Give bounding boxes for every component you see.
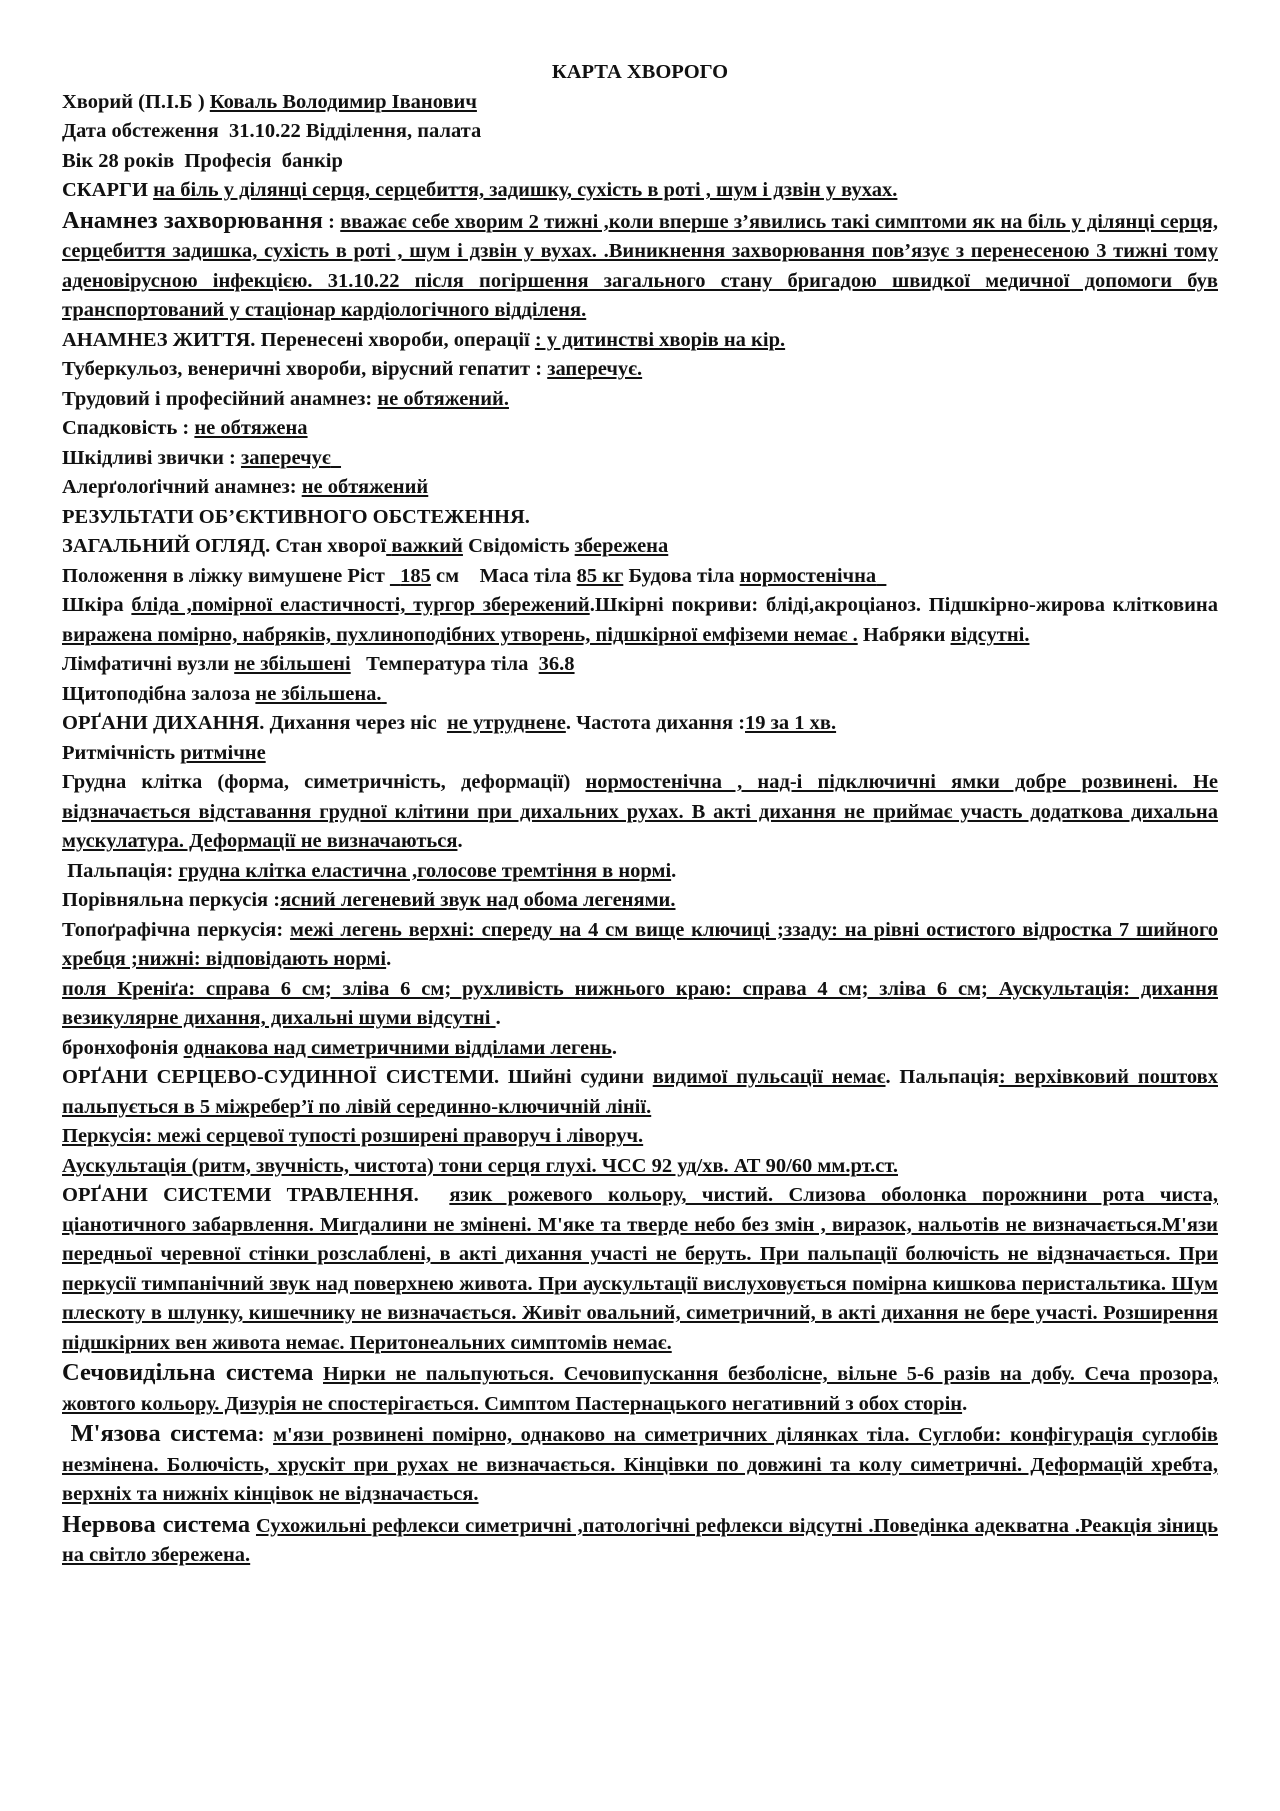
infections-line: [62, 355, 1218, 385]
weight-value: 85 кг: [576, 564, 624, 587]
patient-name-label: Хворий (П.І.Б ): [62, 90, 205, 113]
comparative-percussion-value: ясний легеневий звук над обома легенями.: [280, 889, 676, 911]
height-unit: см: [436, 564, 460, 587]
temperature-label: Температура тіла: [366, 653, 529, 675]
bronchophony-value: однакова над симетричними відділами легень: [183, 1036, 612, 1059]
topographic-percussion-label: Топоґрафічна перкусія:: [62, 918, 284, 941]
cardio-palpation-value: : верхівковий поштовх пальпується в 5 міжребер’ї по лівій серединно-ключичній лінії.: [62, 1066, 1218, 1118]
complaints-line: [62, 176, 1218, 206]
state-label: Стан хворої: [275, 535, 387, 557]
infections-label: Туберкульоз, венеричні хвороби, вірусний гепатит :: [62, 358, 543, 380]
height-value: 185: [400, 564, 431, 587]
nervous-header: Нервова система: [62, 1510, 251, 1538]
chest-label: Грудна клітка (форма, симетричність, деформації): [62, 771, 571, 793]
cardio-percussion: Перкусія: межі серцевої тупості розширені праворуч і ліворуч.: [62, 1125, 644, 1147]
respiratory-header: ОРҐАНИ ДИХАННЯ.: [62, 712, 265, 734]
skin-value: бліда ,помірної еластичності, тургор збережений: [131, 594, 590, 616]
urinary-text: Нирки не пальпуються. Сечовипускання безболісне, вільне 5-6 разів на добу. Сеча прозора, жовтого кольору. Дизурія не спостерігається. Симптом Пастернацького негативний з обох сторін: [62, 1363, 1219, 1415]
patient-name: Коваль Володимир Іванович: [209, 90, 477, 113]
complaints-text: на біль у ділянці серця, серцебиття, задишку, сухість в роті , шум і дзвін у вухах.: [153, 179, 898, 201]
respiratory-line: [62, 709, 1218, 739]
objective-header: РЕЗУЛЬТАТИ ОБ’ЄКТИВНОГО ОБСТЕЖЕННЯ.: [62, 505, 530, 528]
cardio-palpation-label: Пальпація: [899, 1066, 999, 1088]
nervous-text: Сухожильні рефлекси симетричні ,патологічні рефлекси відсутні .Поведінка адекватна .Реакція зіниць на світло збережена.: [62, 1514, 1218, 1566]
disease-history-label: Анамнез захворювання: [62, 206, 323, 234]
skin-label: Шкіра: [62, 594, 124, 616]
muscular-paragraph: М'язова система: м'язи розвинені помірно, однаково на симетричних ділянках тіла. Суглоби: конфігурація суглобів незмінена. Болючість, хрускіт при рухах не визначається. Кінцівки по довжині та колу симетричні. Деформацій хребта, верхніх та нижніх кінцівок не відзначається.: [62, 1420, 1219, 1505]
general-exam-line: [62, 532, 1218, 562]
allergy-value: не обтяжений: [301, 476, 429, 498]
cardio-auscultation-line: [62, 1152, 1218, 1182]
life-history-header: АНАМНЕЗ ЖИТТЯ.: [62, 328, 256, 351]
work-history-value: не обтяжений.: [377, 387, 509, 410]
complaints-label: СКАРГИ: [62, 179, 148, 201]
work-history-label: Трудовий і професійний анамнез:: [62, 387, 373, 410]
exam-date: 31.10.22: [228, 120, 301, 142]
cardio-percussion-line: [62, 1122, 1218, 1152]
profession-label: Професія: [184, 149, 272, 172]
subcutaneous-label: Підшкірно-жирова клітковина: [928, 594, 1218, 616]
chest-paragraph: Грудна клітка (форма, симетричність, деформації) нормостенічна , над-і підключичні ямки добре розвинені. Не відзначається відставання грудної клітини при дихальних рухах. В акті дихання не приймає участь додаткова дихальна мускулатура. Деформації не визначаються.: [62, 771, 1219, 852]
exam-date-line: [62, 117, 1218, 147]
build-label: Будова тіла: [628, 564, 735, 587]
nervous-paragraph: [62, 1510, 1218, 1571]
rate-label: . Частота дихання :: [565, 712, 746, 734]
temperature-value: 36.8: [538, 653, 575, 675]
lymph-line: [62, 650, 1218, 680]
position-label: Положення в ліжку вимушене: [62, 564, 343, 587]
weight-label: Маса тіла: [479, 564, 572, 587]
position-line: [62, 562, 1218, 592]
rhythm-value: ритмічне: [180, 741, 266, 764]
kroenig-value: поля Креніґа: справа 6 см; зліва 6 см; рухливість нижнього краю: справа 4 см; зліва 6 см; Аускультація: дихання везикулярне дихання, дихальні шуми відсутні: [62, 977, 1218, 1029]
build-value: нормостенічна: [739, 564, 877, 587]
digestive-paragraph: [62, 1181, 1218, 1358]
heredity-line: [62, 414, 1218, 444]
consciousness-value: збережена: [574, 535, 669, 557]
bronchophony-label: бронхофонія: [62, 1036, 179, 1059]
past-diseases: : у дитинстві хворів на кір.: [534, 328, 786, 351]
skin-cover: .Шкірні покриви: бліді,акроціаноз.: [589, 594, 921, 616]
edema-label: Набряки: [862, 623, 946, 646]
infections-value: заперечує.: [547, 358, 643, 380]
thyroid-label: Щитоподібна залоза: [62, 682, 251, 705]
chest-value: нормостенічна , над-і підключичні ямки добре розвинені. Не відзначається відставання грудної клітини при дихальних рухах. В акті дихання не приймає участь додаткова дихальна мускулатура. Деформації не визначаються: [62, 771, 1219, 852]
thyroid-value: не збільшена.: [255, 682, 382, 705]
allergy-line: [62, 473, 1218, 503]
age-profession-line: [62, 147, 1218, 177]
cardio-paragraph: ОРҐАНИ СЕРЦЕВО-СУДИННОЇ СИСТЕМИ. Шийні судини видимої пульсації немає. Пальпація: верхівковий поштовх пальпується в 5 міжребер’ї по лівій серединно-ключичній лінії.: [62, 1066, 1218, 1118]
subcutaneous-value: виражена помірно, набряків, пухлиноподібних утворень, підшкірної емфіземи немає .: [62, 623, 858, 646]
allergy-label: Алерґолоґічний анамнез:: [62, 476, 297, 498]
disease-history: [62, 206, 1218, 326]
thyroid-line: [62, 680, 1218, 710]
skin-paragraph: [62, 591, 1218, 650]
nasal-label: Дихання через ніс: [269, 712, 437, 734]
neck-vessels-value: видимої пульсації немає: [652, 1066, 886, 1088]
age-label: Вік 28 років: [62, 149, 175, 172]
habits-value: заперечує: [240, 446, 331, 469]
comparative-percussion-line: [62, 886, 1218, 916]
rate-value: 19 за 1 хв.: [745, 712, 837, 734]
lymph-value: не збільшені: [234, 653, 351, 675]
nasal-value: не утруднене: [446, 712, 566, 734]
cardio-header: ОРҐАНИ СЕРЦЕВО-СУДИННОЇ СИСТЕМИ.: [62, 1066, 500, 1088]
lymph-label: Лімфатичні вузли: [62, 653, 230, 675]
state-value: важкий: [391, 535, 463, 557]
rhythm-label: Ритмічність: [62, 741, 176, 764]
disease-history-text: вважає себе хворим 2 тижні ,коли вперше з’явились такі симптоми як на біль у ділянці серця, серцебиття задишка, сухість в роті , шум і дзвін у вухах. .Виникнення захворювання пов’язує з перенесеною 3 тижні тому аденовірусною інфекцією. 31.10.22 після погіршення загального стану бригадою швидкої медичної допомоги був транспортований у стаціонар кардіологічного відділеня.: [62, 210, 1219, 321]
heredity-value: не обтяжена: [194, 417, 308, 439]
resp-palpation-value: грудна клітка еластична ,голосове тремтіння в нормі: [178, 859, 672, 882]
resp-palpation-label: Пальпація:: [67, 859, 174, 882]
cardio-auscultation: Аускультація (ритм, звучність, чистота) тони серця глухі. ЧСС 92 уд/хв. АТ 90/60 мм.рт.ст.: [62, 1154, 898, 1177]
profession: банкір: [281, 149, 343, 172]
past-diseases-label: Перенесені хвороби, операції: [260, 328, 530, 351]
digestive-header: ОРҐАНИ СИСТЕМИ ТРАВЛЕННЯ.: [62, 1184, 419, 1206]
life-history-line: [62, 326, 1218, 356]
work-history-line: [62, 385, 1218, 415]
comparative-percussion-label: Порівняльна перкусія :: [62, 889, 281, 911]
neck-vessels-label: Шийні судини: [507, 1066, 644, 1088]
habits-label: Шкідливі звички :: [62, 446, 236, 469]
urinary-header: Сечовидільна система: [62, 1359, 314, 1386]
bronchophony-line: бронхофонія однакова над симетричними відділами легень.: [62, 1036, 617, 1059]
disease-history-sep: :: [322, 210, 341, 233]
rhythm-line: [62, 739, 1218, 769]
kroenig-paragraph: поля Креніґа: справа 6 см; зліва 6 см; рухливість нижнього краю: справа 4 см; зліва 6 см; Аускультація: дихання везикулярне дихання, дихальні шуми відсутні .: [62, 977, 1218, 1029]
exam-date-label: Дата обстеження: [62, 120, 219, 142]
urinary-paragraph: Сечовидільна система Нирки не пальпуються. Сечовипускання безболісне, вільне 5-6 разів на добу. Сеча прозора, жовтого кольору. Дизурія не спостерігається. Симптом Пастернацького негативний з обох сторін.: [62, 1359, 1219, 1415]
patient-name-line: [62, 88, 1218, 118]
topographic-percussion: Топоґрафічна перкусія: межі легень верхні: спереду на 4 см вище ключиці ;ззаду: на рівні остистого відростка 7 шийного хребця ;нижні: відповідають нормі.: [62, 918, 1219, 970]
muscular-text: м'язи розвинені помірно, однаково на симетричних ділянках тіла. Суглоби: конфігурація суглобів незмінена. Болючість, хрускіт при рухах не визначається. Кінцівки по довжині та колу симетричні. Деформацій хребта, верхніх та нижніх кінцівок не відзначається.: [62, 1424, 1219, 1505]
general-exam-header: ЗАГАЛЬНИЙ ОГЛЯД.: [62, 535, 271, 557]
resp-palpation-line: Пальпація: грудна клітка еластична ,голосове тремтіння в нормі.: [67, 859, 677, 882]
height-label: Ріст: [347, 564, 385, 587]
habits-line: [62, 444, 1218, 474]
consciousness-label: Свідомість: [468, 535, 570, 557]
digestive-text: язик рожевого кольору, чистий. Слизова оболонка порожнини рота чиста, ціанотичного забарвлення. Мигдалини не змінені. М'яке та тверде небо без змін , виразок, нальотів не визначається.М'язи передньої черевної стінки розслаблені, в акті дихання участі не беруть. При пальпації болючість не відзначається. При перкусії тимпанічний звук над поверхнею живота. При аускультації вислуховується помірна кишкова перистальтика. Шум плескоту в шлунку, кишечнику не визначається. Живіт овальний, симетричний, в акті дихання не бере участі. Розширення підшкірних вен живота немає. Перитонеальних симптомів немає.: [62, 1184, 1219, 1354]
heredity-label: Спадковість :: [62, 417, 190, 439]
topographic-percussion-value: межі легень верхні: спереду на 4 см вище ключиці ;ззаду: на рівні остистого відростка 7 шийного хребця ;нижні: відповідають нормі: [62, 918, 1219, 970]
document-title: КАРТА ХВОРОГО: [551, 61, 729, 83]
muscular-header: М'язова система: [70, 1420, 258, 1447]
department-label: Відділення, палата: [305, 120, 482, 142]
edema-value: відсутні.: [950, 623, 1030, 646]
